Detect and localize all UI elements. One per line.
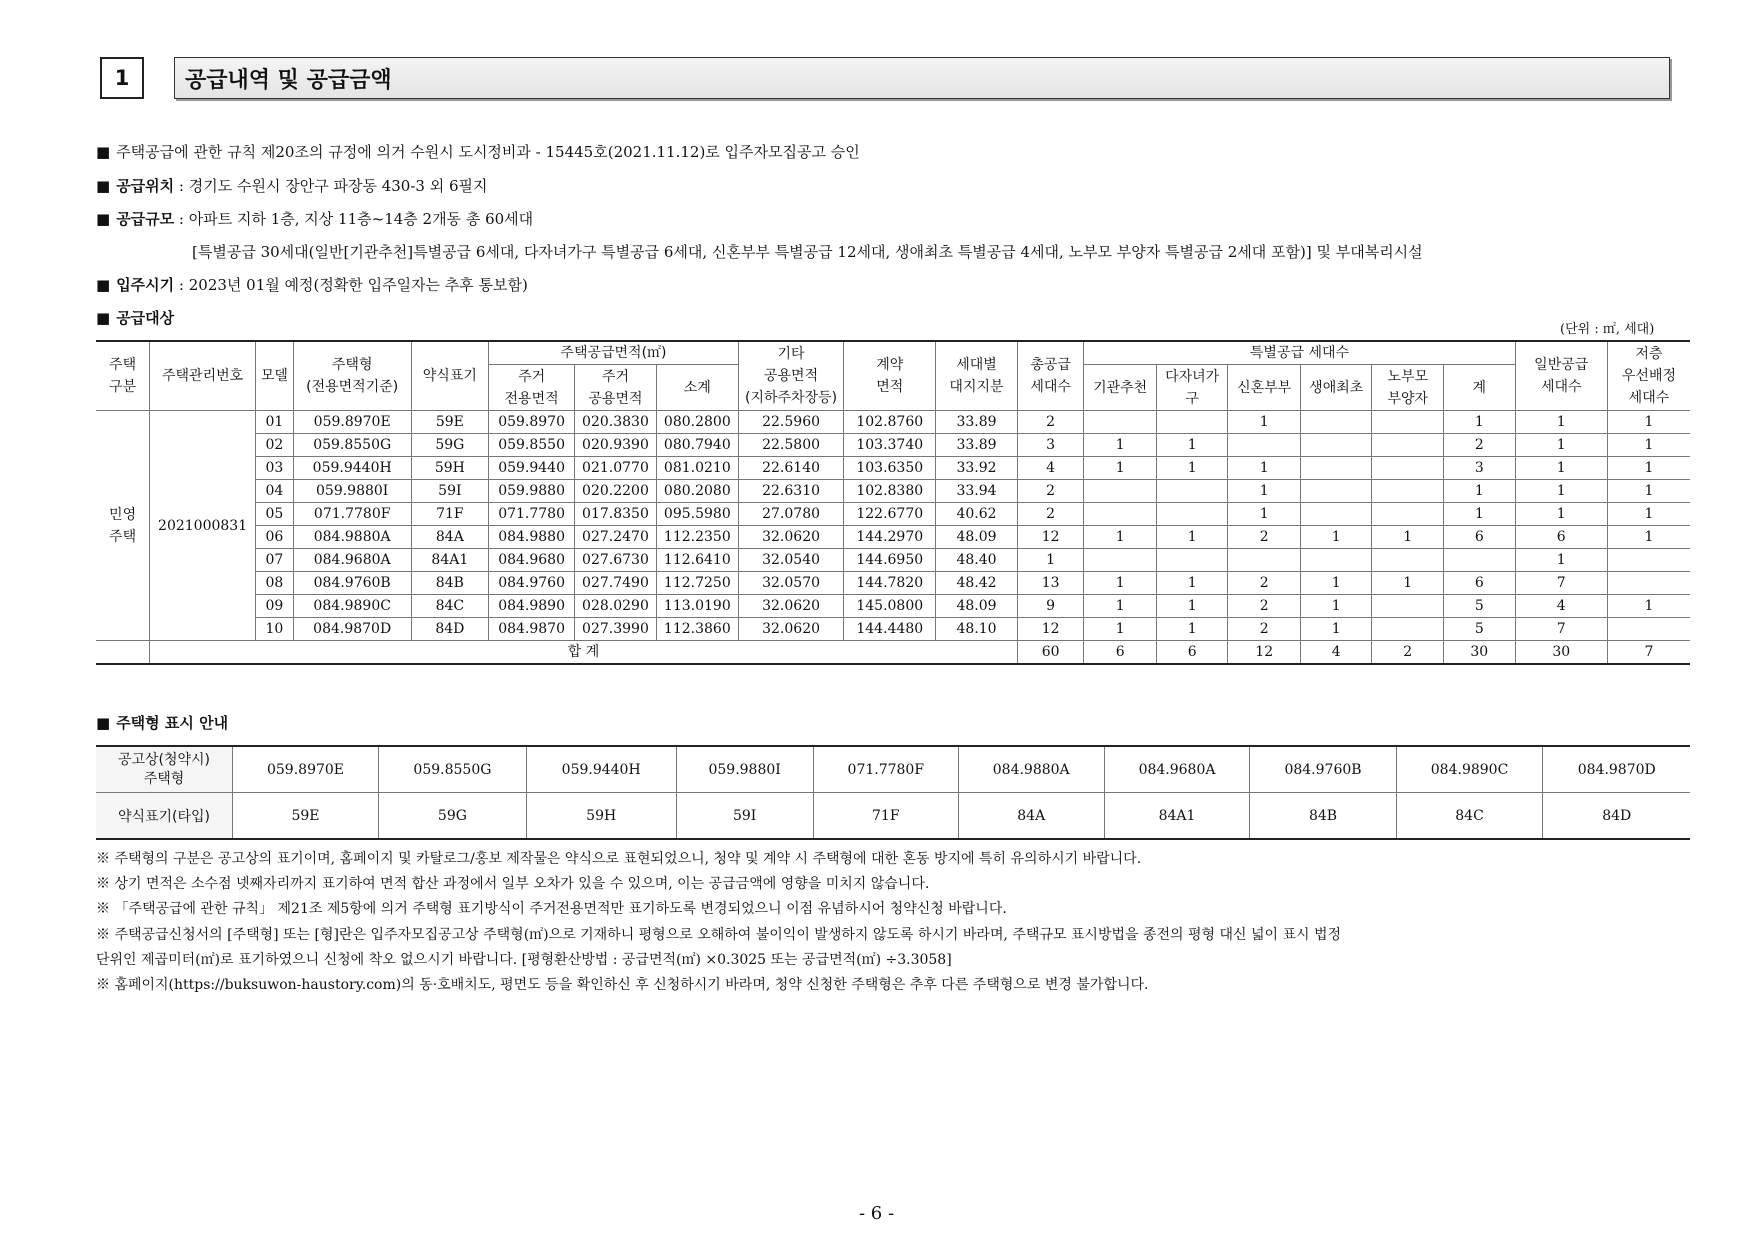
table-cell: 071.7780 bbox=[489, 503, 575, 526]
table-cell: 1 bbox=[1444, 480, 1516, 503]
table-cell: 080.2800 bbox=[656, 411, 738, 434]
type-abbr-cell: 84A1 bbox=[1104, 793, 1250, 840]
table-cell: 59E bbox=[411, 411, 489, 434]
header-contract-area: 계약 면적 bbox=[844, 341, 936, 411]
table-cell: 01 bbox=[256, 411, 294, 434]
table-cell: 5 bbox=[1444, 595, 1516, 618]
table-cell: 1 bbox=[1607, 434, 1690, 457]
table-cell: 1 bbox=[1228, 503, 1301, 526]
section-title: 공급내역 및 공급금액 bbox=[174, 57, 1670, 99]
table-cell: 1 bbox=[1300, 526, 1372, 549]
header-other-common-area: 기타 공용면적 (지하주차장등) bbox=[738, 341, 844, 411]
table-cell: 1 bbox=[1156, 618, 1228, 641]
table-cell: 22.5960 bbox=[738, 411, 844, 434]
page-number: - 6 - bbox=[858, 1203, 895, 1224]
table-cell: 059.9440H bbox=[293, 457, 411, 480]
header-housing-type: 주택형 (전용면적기준) bbox=[293, 341, 411, 411]
header-land-share: 세대별 대지지분 bbox=[936, 341, 1018, 411]
table-cell: 080.7940 bbox=[656, 434, 738, 457]
table-cell: 1 bbox=[1607, 503, 1690, 526]
table-cell bbox=[1444, 549, 1516, 572]
table-cell: 103.3740 bbox=[844, 434, 936, 457]
header-model: 모델 bbox=[256, 341, 294, 411]
type-row-official bbox=[96, 746, 1690, 793]
table-row bbox=[96, 480, 1690, 503]
table-cell: 1 bbox=[1017, 549, 1084, 572]
housing-category: 민영 주택 bbox=[96, 411, 150, 641]
table-cell: 1 bbox=[1515, 457, 1607, 480]
header-subtotal: 소계 bbox=[656, 365, 738, 411]
table-cell: 1 bbox=[1084, 526, 1157, 549]
header-special-sum: 계 bbox=[1444, 365, 1516, 411]
total-cell: 60 bbox=[1017, 641, 1084, 665]
management-number: 2021000831 bbox=[150, 411, 256, 641]
table-cell: 084.9870 bbox=[489, 618, 575, 641]
table-cell: 22.6140 bbox=[738, 457, 844, 480]
bullet-square-icon: ■ bbox=[96, 210, 111, 228]
table-cell: 84A bbox=[411, 526, 489, 549]
type-table bbox=[96, 745, 1690, 840]
table-cell: 06 bbox=[256, 526, 294, 549]
type-cell: 071.7780F bbox=[813, 746, 958, 793]
table-cell bbox=[1300, 434, 1372, 457]
type-row-label: 약식표기(타입) bbox=[96, 793, 233, 840]
table-row bbox=[96, 457, 1690, 480]
table-cell: 084.9760 bbox=[489, 572, 575, 595]
table-cell bbox=[1156, 549, 1228, 572]
table-cell: 071.7780F bbox=[293, 503, 411, 526]
bullet-supply-target: ■ 공급대상 bbox=[96, 309, 175, 327]
table-cell: 145.0800 bbox=[844, 595, 936, 618]
table-cell: 112.7250 bbox=[656, 572, 738, 595]
type-abbr-cell: 59E bbox=[233, 793, 379, 840]
total-cell: 4 bbox=[1300, 641, 1372, 665]
table-cell bbox=[1084, 411, 1157, 434]
total-cell: 7 bbox=[1607, 641, 1690, 665]
table-cell: 020.3830 bbox=[575, 411, 657, 434]
table-cell: 1 bbox=[1156, 595, 1228, 618]
table-cell: 10 bbox=[256, 618, 294, 641]
note-line: ※ 상기 면적은 소수점 넷째자리까지 표기하여 면적 합산 과정에서 일부 오차가 있을 수 있으며, 이는 공급금액에 영향을 미치지 않습니다. bbox=[96, 876, 930, 892]
table-row bbox=[96, 549, 1690, 572]
table-cell: 1 bbox=[1372, 572, 1444, 595]
total-row bbox=[96, 641, 1690, 665]
total-cell: 6 bbox=[1084, 641, 1157, 665]
table-cell: 1 bbox=[1607, 526, 1690, 549]
bullet-scale: ■ 공급규모 : 아파트 지하 1층, 지상 11층~14층 2개동 총 60세대 bbox=[96, 210, 534, 228]
table-cell bbox=[1607, 549, 1690, 572]
bullet-square-icon: ■ bbox=[96, 143, 111, 161]
supply-table bbox=[96, 340, 1690, 665]
table-cell: 059.9880 bbox=[489, 480, 575, 503]
table-cell: 32.0540 bbox=[738, 549, 844, 572]
table-cell bbox=[1372, 549, 1444, 572]
header-institution: 기관추천 bbox=[1084, 365, 1157, 411]
table-cell: 05 bbox=[256, 503, 294, 526]
type-row-abbreviation bbox=[96, 793, 1690, 840]
table-cell: 027.6730 bbox=[575, 549, 657, 572]
table-cell: 1 bbox=[1228, 480, 1301, 503]
table-cell: 32.0620 bbox=[738, 618, 844, 641]
total-cell: 2 bbox=[1372, 641, 1444, 665]
table-cell: 22.6310 bbox=[738, 480, 844, 503]
type-abbr-cell: 59G bbox=[379, 793, 527, 840]
table-cell: 028.0290 bbox=[575, 595, 657, 618]
bullet-location: ■ 공급위치 : 경기도 수원시 장안구 파장동 430-3 외 6필지 bbox=[96, 177, 488, 195]
table-cell bbox=[1156, 503, 1228, 526]
total-cell: 6 bbox=[1156, 641, 1228, 665]
table-cell: 09 bbox=[256, 595, 294, 618]
table-cell: 84C bbox=[411, 595, 489, 618]
table-cell: 2 bbox=[1228, 618, 1301, 641]
table-cell: 03 bbox=[256, 457, 294, 480]
type-abbr-cell: 59I bbox=[676, 793, 813, 840]
table-cell: 021.0770 bbox=[575, 457, 657, 480]
table-cell: 112.3860 bbox=[656, 618, 738, 641]
section-number: 1 bbox=[100, 57, 144, 99]
type-abbr-cell: 84B bbox=[1250, 793, 1396, 840]
table-cell: 5 bbox=[1444, 618, 1516, 641]
type-cell: 084.9760B bbox=[1250, 746, 1396, 793]
table-cell: 1 bbox=[1156, 526, 1228, 549]
table-cell bbox=[1372, 618, 1444, 641]
table-cell: 3 bbox=[1017, 434, 1084, 457]
table-cell: 7 bbox=[1515, 572, 1607, 595]
table-cell bbox=[1084, 503, 1157, 526]
note-line: ※ 「주택공급에 관한 규칙」 제21조 제5항에 의거 주택형 표기방식이 주거전용면적만 표기하도록 변경되었으니 이점 유념하시어 청약신청 바랍니다. bbox=[96, 901, 1007, 917]
note-line: ※ 홈페이지(https://buksuwon-haustory.com)의 동·호배치도, 평면도 등을 확인하신 후 신청하시기 바라며, 청약 신청한 주택형은 추후 다른 주택형으로 변경 불가합니다. bbox=[96, 977, 1149, 993]
total-cell: 12 bbox=[1228, 641, 1301, 665]
header-abbreviation: 약식표기 bbox=[411, 341, 489, 411]
table-cell: 33.89 bbox=[936, 411, 1018, 434]
table-cell: 84A1 bbox=[411, 549, 489, 572]
table-cell bbox=[1156, 480, 1228, 503]
table-cell: 122.6770 bbox=[844, 503, 936, 526]
table-cell bbox=[1372, 434, 1444, 457]
table-cell: 095.5980 bbox=[656, 503, 738, 526]
table-cell: 6 bbox=[1444, 572, 1516, 595]
type-cell: 084.9890C bbox=[1396, 746, 1543, 793]
table-cell: 33.92 bbox=[936, 457, 1018, 480]
table-cell: 33.94 bbox=[936, 480, 1018, 503]
table-cell: 84B bbox=[411, 572, 489, 595]
table-cell: 2 bbox=[1017, 480, 1084, 503]
bullet-square-icon: ■ bbox=[96, 276, 111, 294]
table-cell: 08 bbox=[256, 572, 294, 595]
table-cell: 1 bbox=[1156, 434, 1228, 457]
total-cell: 30 bbox=[1444, 641, 1516, 665]
table-cell: 59H bbox=[411, 457, 489, 480]
table-cell bbox=[96, 641, 150, 665]
table-cell: 12 bbox=[1017, 618, 1084, 641]
table-cell: 4 bbox=[1515, 595, 1607, 618]
table-cell: 12 bbox=[1017, 526, 1084, 549]
section-header bbox=[100, 57, 392, 101]
table-cell: 027.2470 bbox=[575, 526, 657, 549]
table-cell bbox=[1372, 595, 1444, 618]
table-cell: 32.0570 bbox=[738, 572, 844, 595]
table-cell: 112.6410 bbox=[656, 549, 738, 572]
table-cell: 1 bbox=[1084, 457, 1157, 480]
header-management-number: 주택관리번호 bbox=[150, 341, 256, 411]
table-row bbox=[96, 434, 1690, 457]
bullet-scale-detail: [특별공급 30세대(일반[기관추천]특별공급 6세대, 다자녀가구 특별공급 6세대, 신혼부부 특별공급 12세대, 생애최초 특별공급 4세대, 노부모 부양자 특별공급 2세대 포함)] 및 부대복리시설 bbox=[192, 243, 1423, 261]
table-cell: 103.6350 bbox=[844, 457, 936, 480]
table-row bbox=[96, 572, 1690, 595]
table-cell: 1 bbox=[1084, 618, 1157, 641]
table-cell: 144.4480 bbox=[844, 618, 936, 641]
table-cell: 020.2200 bbox=[575, 480, 657, 503]
table-cell: 48.10 bbox=[936, 618, 1018, 641]
table-cell: 48.09 bbox=[936, 595, 1018, 618]
table-cell bbox=[1372, 503, 1444, 526]
table-cell: 1 bbox=[1607, 480, 1690, 503]
table-cell: 27.0780 bbox=[738, 503, 844, 526]
table-cell: 59I bbox=[411, 480, 489, 503]
type-cell: 084.9680A bbox=[1104, 746, 1250, 793]
header-first-time: 생애최초 bbox=[1300, 365, 1372, 411]
header-exclusive-area: 주거 전용면적 bbox=[489, 365, 575, 411]
table-cell bbox=[1372, 411, 1444, 434]
table-cell: 084.9870D bbox=[293, 618, 411, 641]
table-cell: 1 bbox=[1084, 434, 1157, 457]
table-cell: 1 bbox=[1444, 503, 1516, 526]
table-cell: 13 bbox=[1017, 572, 1084, 595]
table-cell: 1 bbox=[1372, 526, 1444, 549]
table-cell: 059.9880I bbox=[293, 480, 411, 503]
table-cell: 02 bbox=[256, 434, 294, 457]
header-multi-child: 다자녀가 구 bbox=[1156, 365, 1228, 411]
table-cell: 22.5800 bbox=[738, 434, 844, 457]
table-cell: 1 bbox=[1300, 618, 1372, 641]
table-cell: 6 bbox=[1515, 526, 1607, 549]
type-cell: 084.9870D bbox=[1543, 746, 1690, 793]
header-low-floor: 저층 우선배정 세대수 bbox=[1607, 341, 1690, 411]
table-cell: 084.9880A bbox=[293, 526, 411, 549]
note-line: 단위인 제곱미터(㎡)로 표기하였으니 신청에 착오 없으시기 바랍니다. [평형환산방법 : 공급면적(㎡) ×0.3025 또는 공급면적(㎡) ÷3.3058] bbox=[96, 952, 952, 968]
table-row bbox=[96, 503, 1690, 526]
table-cell: 1 bbox=[1515, 503, 1607, 526]
table-cell bbox=[1607, 618, 1690, 641]
table-cell: 1 bbox=[1228, 411, 1301, 434]
header-special-supply: 특별공급 세대수 bbox=[1084, 341, 1515, 365]
table-cell: 1 bbox=[1156, 457, 1228, 480]
table-cell: 112.2350 bbox=[656, 526, 738, 549]
table-cell bbox=[1300, 549, 1372, 572]
table-cell: 144.2970 bbox=[844, 526, 936, 549]
table-cell: 027.7490 bbox=[575, 572, 657, 595]
table-cell: 40.62 bbox=[936, 503, 1018, 526]
table-cell: 020.9390 bbox=[575, 434, 657, 457]
note-line: ※ 주택공급신청서의 [주택형] 또는 [형]란은 입주자모집공고상 주택형(㎡)으로 기재하니 평형으로 오해하여 불이익이 발생하지 않도록 하시기 바라며, 주택규모 표시방법을 종전의 평형 대신 넓이 표시 법정 bbox=[96, 927, 1342, 943]
table-cell: 102.8380 bbox=[844, 480, 936, 503]
table-cell: 081.0210 bbox=[656, 457, 738, 480]
type-cell: 059.8970E bbox=[233, 746, 379, 793]
table-cell: 1 bbox=[1515, 549, 1607, 572]
table-cell: 48.09 bbox=[936, 526, 1018, 549]
table-cell: 7 bbox=[1515, 618, 1607, 641]
table-cell: 1 bbox=[1444, 411, 1516, 434]
table-cell: 1 bbox=[1607, 595, 1690, 618]
type-abbr-cell: 84D bbox=[1543, 793, 1690, 840]
table-cell: 084.9680A bbox=[293, 549, 411, 572]
bullet-approval: ■ 주택공급에 관한 규칙 제20조의 규정에 의거 수원시 도시정비과 - 15445호(2021.11.12)로 입주자모집공고 승인 bbox=[96, 143, 860, 161]
table-cell bbox=[1300, 411, 1372, 434]
table-cell bbox=[1372, 457, 1444, 480]
table-cell: 017.8350 bbox=[575, 503, 657, 526]
table-cell: 1 bbox=[1300, 595, 1372, 618]
type-abbr-cell: 59H bbox=[526, 793, 676, 840]
table-cell bbox=[1300, 480, 1372, 503]
table-cell: 059.8550 bbox=[489, 434, 575, 457]
table-cell: 059.8550G bbox=[293, 434, 411, 457]
table-cell: 2 bbox=[1228, 595, 1301, 618]
table-cell: 48.40 bbox=[936, 549, 1018, 572]
table-cell: 084.9890C bbox=[293, 595, 411, 618]
table-cell: 59G bbox=[411, 434, 489, 457]
table-cell: 080.2080 bbox=[656, 480, 738, 503]
table-cell: 2 bbox=[1228, 572, 1301, 595]
table-row bbox=[96, 618, 1690, 641]
type-cell: 084.9880A bbox=[958, 746, 1104, 793]
table-cell: 1 bbox=[1084, 595, 1157, 618]
total-label: 합 계 bbox=[150, 641, 1018, 665]
table-cell: 2 bbox=[1017, 503, 1084, 526]
table-cell: 33.89 bbox=[936, 434, 1018, 457]
header-housing-category: 주택 구분 bbox=[96, 341, 150, 411]
table-cell bbox=[1300, 503, 1372, 526]
table-cell: 102.8760 bbox=[844, 411, 936, 434]
table-cell: 144.6950 bbox=[844, 549, 936, 572]
type-row-label: 공고상(청약시) 주택형 bbox=[96, 746, 233, 793]
type-cell: 059.9880I bbox=[676, 746, 813, 793]
header-general-supply: 일반공급 세대수 bbox=[1515, 341, 1607, 411]
table-cell: 71F bbox=[411, 503, 489, 526]
table-cell: 059.9440 bbox=[489, 457, 575, 480]
table-cell: 084.9890 bbox=[489, 595, 575, 618]
table-cell: 2 bbox=[1228, 526, 1301, 549]
header-common-area: 주거 공용면적 bbox=[575, 365, 657, 411]
type-abbr-cell: 84A bbox=[958, 793, 1104, 840]
table-cell: 1 bbox=[1515, 411, 1607, 434]
table-cell: 027.3990 bbox=[575, 618, 657, 641]
supply-table-body bbox=[96, 411, 1690, 665]
bullet-square-icon: ■ bbox=[96, 714, 111, 732]
type-cell: 059.9440H bbox=[526, 746, 676, 793]
unit-label: (단위 : ㎡, 세대) bbox=[1560, 322, 1655, 337]
bullet-square-icon: ■ bbox=[96, 309, 111, 327]
table-cell bbox=[1300, 457, 1372, 480]
table-cell: 1 bbox=[1084, 572, 1157, 595]
table-cell: 084.9760B bbox=[293, 572, 411, 595]
table-cell bbox=[1084, 549, 1157, 572]
table-cell bbox=[1228, 434, 1301, 457]
note-line: ※ 주택형의 구분은 공고상의 표기이며, 홈페이지 및 카탈로그/홍보 제작물은 약식으로 표현되었으니, 청약 및 계약 시 주택형에 대한 혼동 방지에 특히 유의하시기 바랍니다. bbox=[96, 851, 1142, 867]
table-cell bbox=[1156, 411, 1228, 434]
table-cell: 32.0620 bbox=[738, 526, 844, 549]
table-cell: 2 bbox=[1444, 434, 1516, 457]
table-cell: 1 bbox=[1515, 434, 1607, 457]
type-cell: 059.8550G bbox=[379, 746, 527, 793]
table-cell bbox=[1084, 480, 1157, 503]
table-row bbox=[96, 526, 1690, 549]
table-cell: 1 bbox=[1515, 480, 1607, 503]
total-cell: 30 bbox=[1515, 641, 1607, 665]
table-cell bbox=[1228, 549, 1301, 572]
table-cell: 48.42 bbox=[936, 572, 1018, 595]
type-abbr-cell: 84C bbox=[1396, 793, 1543, 840]
table-cell: 04 bbox=[256, 480, 294, 503]
table-cell: 1 bbox=[1607, 457, 1690, 480]
table-cell: 32.0620 bbox=[738, 595, 844, 618]
table-cell: 084.9680 bbox=[489, 549, 575, 572]
table-cell: 1 bbox=[1300, 572, 1372, 595]
table-cell: 3 bbox=[1444, 457, 1516, 480]
table-row bbox=[96, 411, 1690, 434]
table-cell: 1 bbox=[1607, 411, 1690, 434]
table-cell: 9 bbox=[1017, 595, 1084, 618]
table-cell bbox=[1372, 480, 1444, 503]
table-cell: 059.8970E bbox=[293, 411, 411, 434]
header-total-supply: 총공급 세대수 bbox=[1017, 341, 1084, 411]
bullet-type-guide: ■ 주택형 표시 안내 bbox=[96, 714, 229, 732]
table-cell: 07 bbox=[256, 549, 294, 572]
table-cell: 1 bbox=[1228, 457, 1301, 480]
table-cell: 6 bbox=[1444, 526, 1516, 549]
table-cell: 144.7820 bbox=[844, 572, 936, 595]
header-elderly-parent: 노부모 부양자 bbox=[1372, 365, 1444, 411]
table-cell: 059.8970 bbox=[489, 411, 575, 434]
table-cell: 84D bbox=[411, 618, 489, 641]
table-cell bbox=[1607, 572, 1690, 595]
table-cell: 084.9880 bbox=[489, 526, 575, 549]
type-abbr-cell: 71F bbox=[813, 793, 958, 840]
table-cell: 2 bbox=[1017, 411, 1084, 434]
table-row bbox=[96, 595, 1690, 618]
table-cell: 1 bbox=[1156, 572, 1228, 595]
header-newlywed: 신혼부부 bbox=[1228, 365, 1301, 411]
header-supply-area: 주택공급면적(㎡) bbox=[489, 341, 739, 365]
bullet-square-icon: ■ bbox=[96, 177, 111, 195]
table-cell: 113.0190 bbox=[656, 595, 738, 618]
bullet-move-in: ■ 입주시기 : 2023년 01월 예정(정확한 입주일자는 추후 통보함) bbox=[96, 276, 528, 294]
table-cell: 4 bbox=[1017, 457, 1084, 480]
